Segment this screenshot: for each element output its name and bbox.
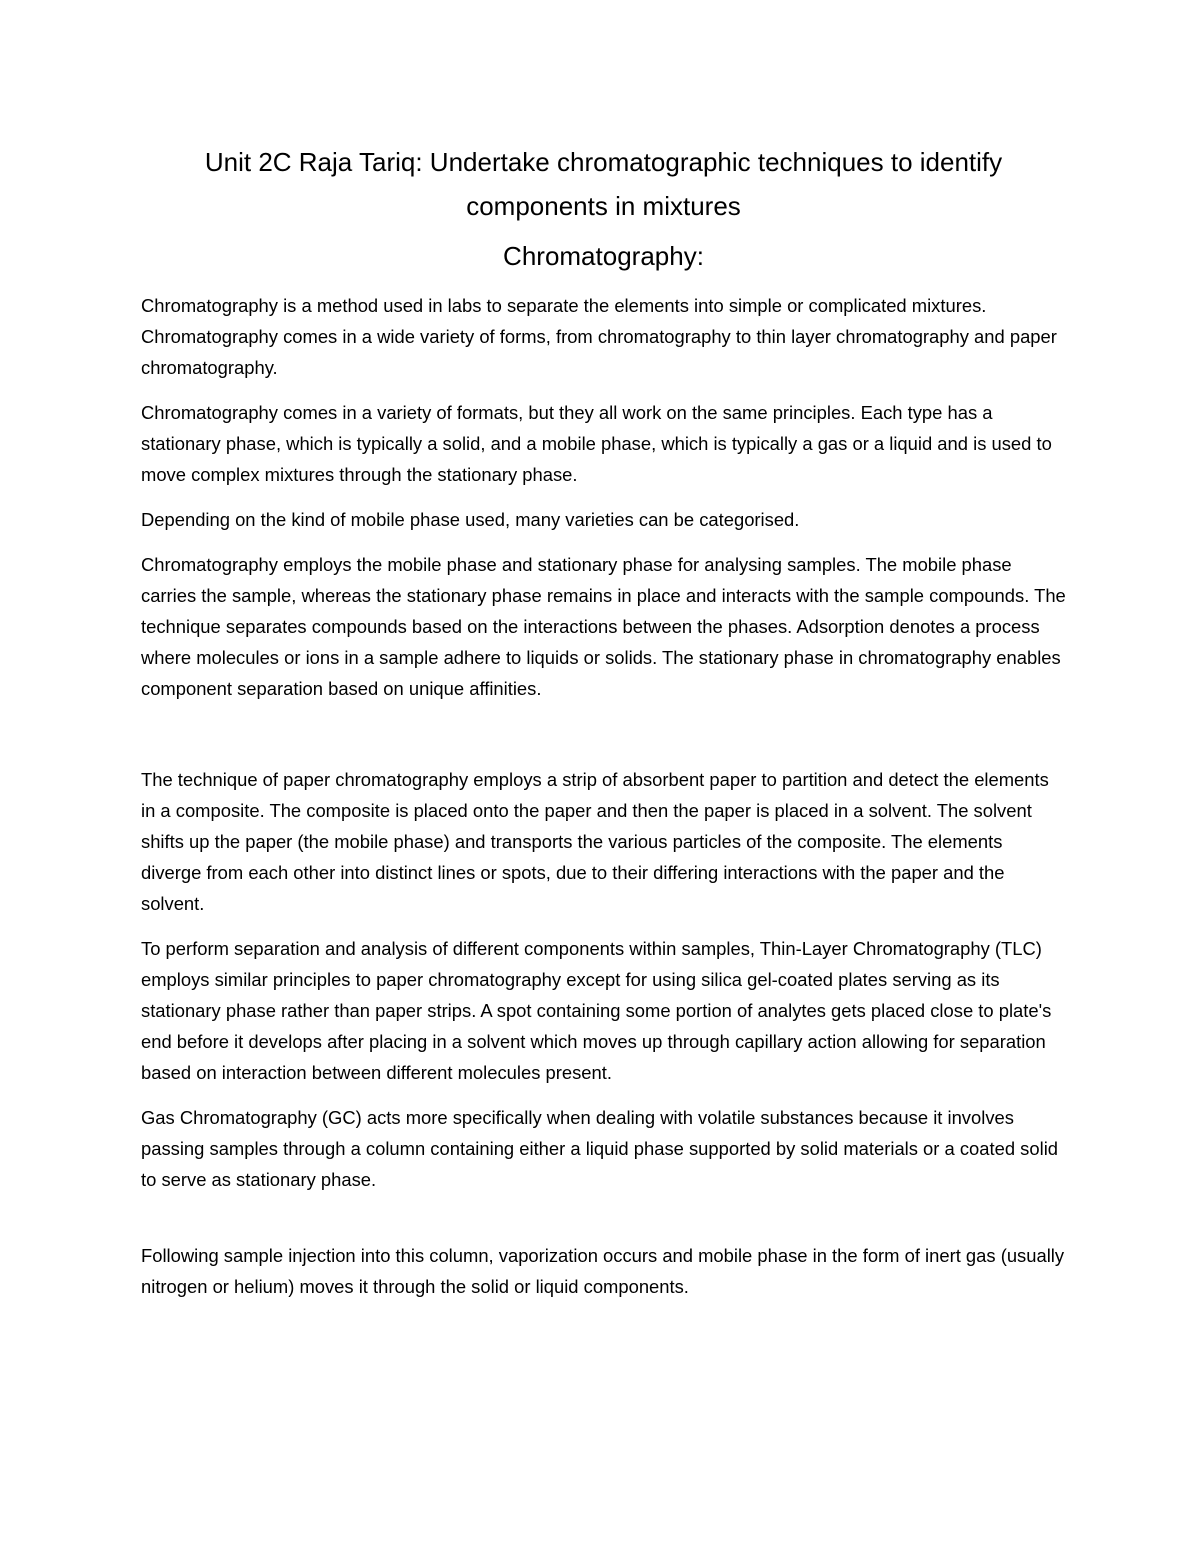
document-body bbox=[141, 140, 1066, 1316]
paragraph-principles: Chromatography comes in a variety of formats, but they all work on the same principles. Each type has a stationary phase, which is typically a solid, and a mobile phase, which is typically a gas or a liquid and is used to move complex mixtures through the stationary phase. bbox=[141, 402, 1052, 485]
paragraph-intro: Chromatography is a method used in labs to separate the elements into simple or complicated mixtures. Chromatography comes in a wide variety of forms, from chromatography to thin layer chromatography and paper chromatography. bbox=[141, 295, 1057, 378]
paragraph-phases: Chromatography employs the mobile phase and stationary phase for analysing samples. The mobile phase carries the sample, whereas the stationary phase remains in place and interacts with the sample compounds. The technique separates compounds based on the interactions between the phases. Adsorption denotes a process where molecules or ions in a sample adhere to liquids or solids. The stationary phase in chromatography enables component separation based on unique affinities. bbox=[141, 554, 1066, 699]
paragraph-tlc: To perform separation and analysis of different components within samples, Thin-Layer Chromatography (TLC) employs similar principles to paper chromatography except for using silica gel-coated plates serving as its stationary phase rather than paper strips. A spot containing some portion of analytes gets placed close to plate's end before it develops after placing in a solvent which moves up through capillary action allowing for separation based on interaction between different molecules present. bbox=[141, 938, 1052, 1083]
paragraph-paper-chromatography: The technique of paper chromatography employs a strip of absorbent paper to partition and detect the elements in a composite. The composite is placed onto the paper and then the paper is placed in a solvent. The solvent shifts up the paper (the mobile phase) and transports the various particles of the composite. The elements diverge from each other into distinct lines or spots, due to their differing interactions with the paper and the solvent. bbox=[141, 769, 1049, 914]
paragraph-gas-chromatography: Gas Chromatography (GC) acts more specifically when dealing with volatile substances because it involves passing samples through a column containing either a liquid phase supported by solid materials or a coated solid to serve as stationary phase. bbox=[141, 1107, 1059, 1190]
blank-line bbox=[141, 718, 1066, 764]
paragraph-categories: Depending on the kind of mobile phase used, many varieties can be categorised. bbox=[141, 509, 800, 530]
section-heading: Chromatography: bbox=[503, 241, 704, 271]
blank-line bbox=[141, 1209, 1066, 1240]
document-title: Unit 2C Raja Tariq: Undertake chromatographic techniques to identify components in mixtures bbox=[204, 147, 1003, 221]
paragraph-injection: Following sample injection into this column, vaporization occurs and mobile phase in the form of inert gas (usually nitrogen or helium) moves it through the solid or liquid components. bbox=[141, 1245, 1065, 1297]
